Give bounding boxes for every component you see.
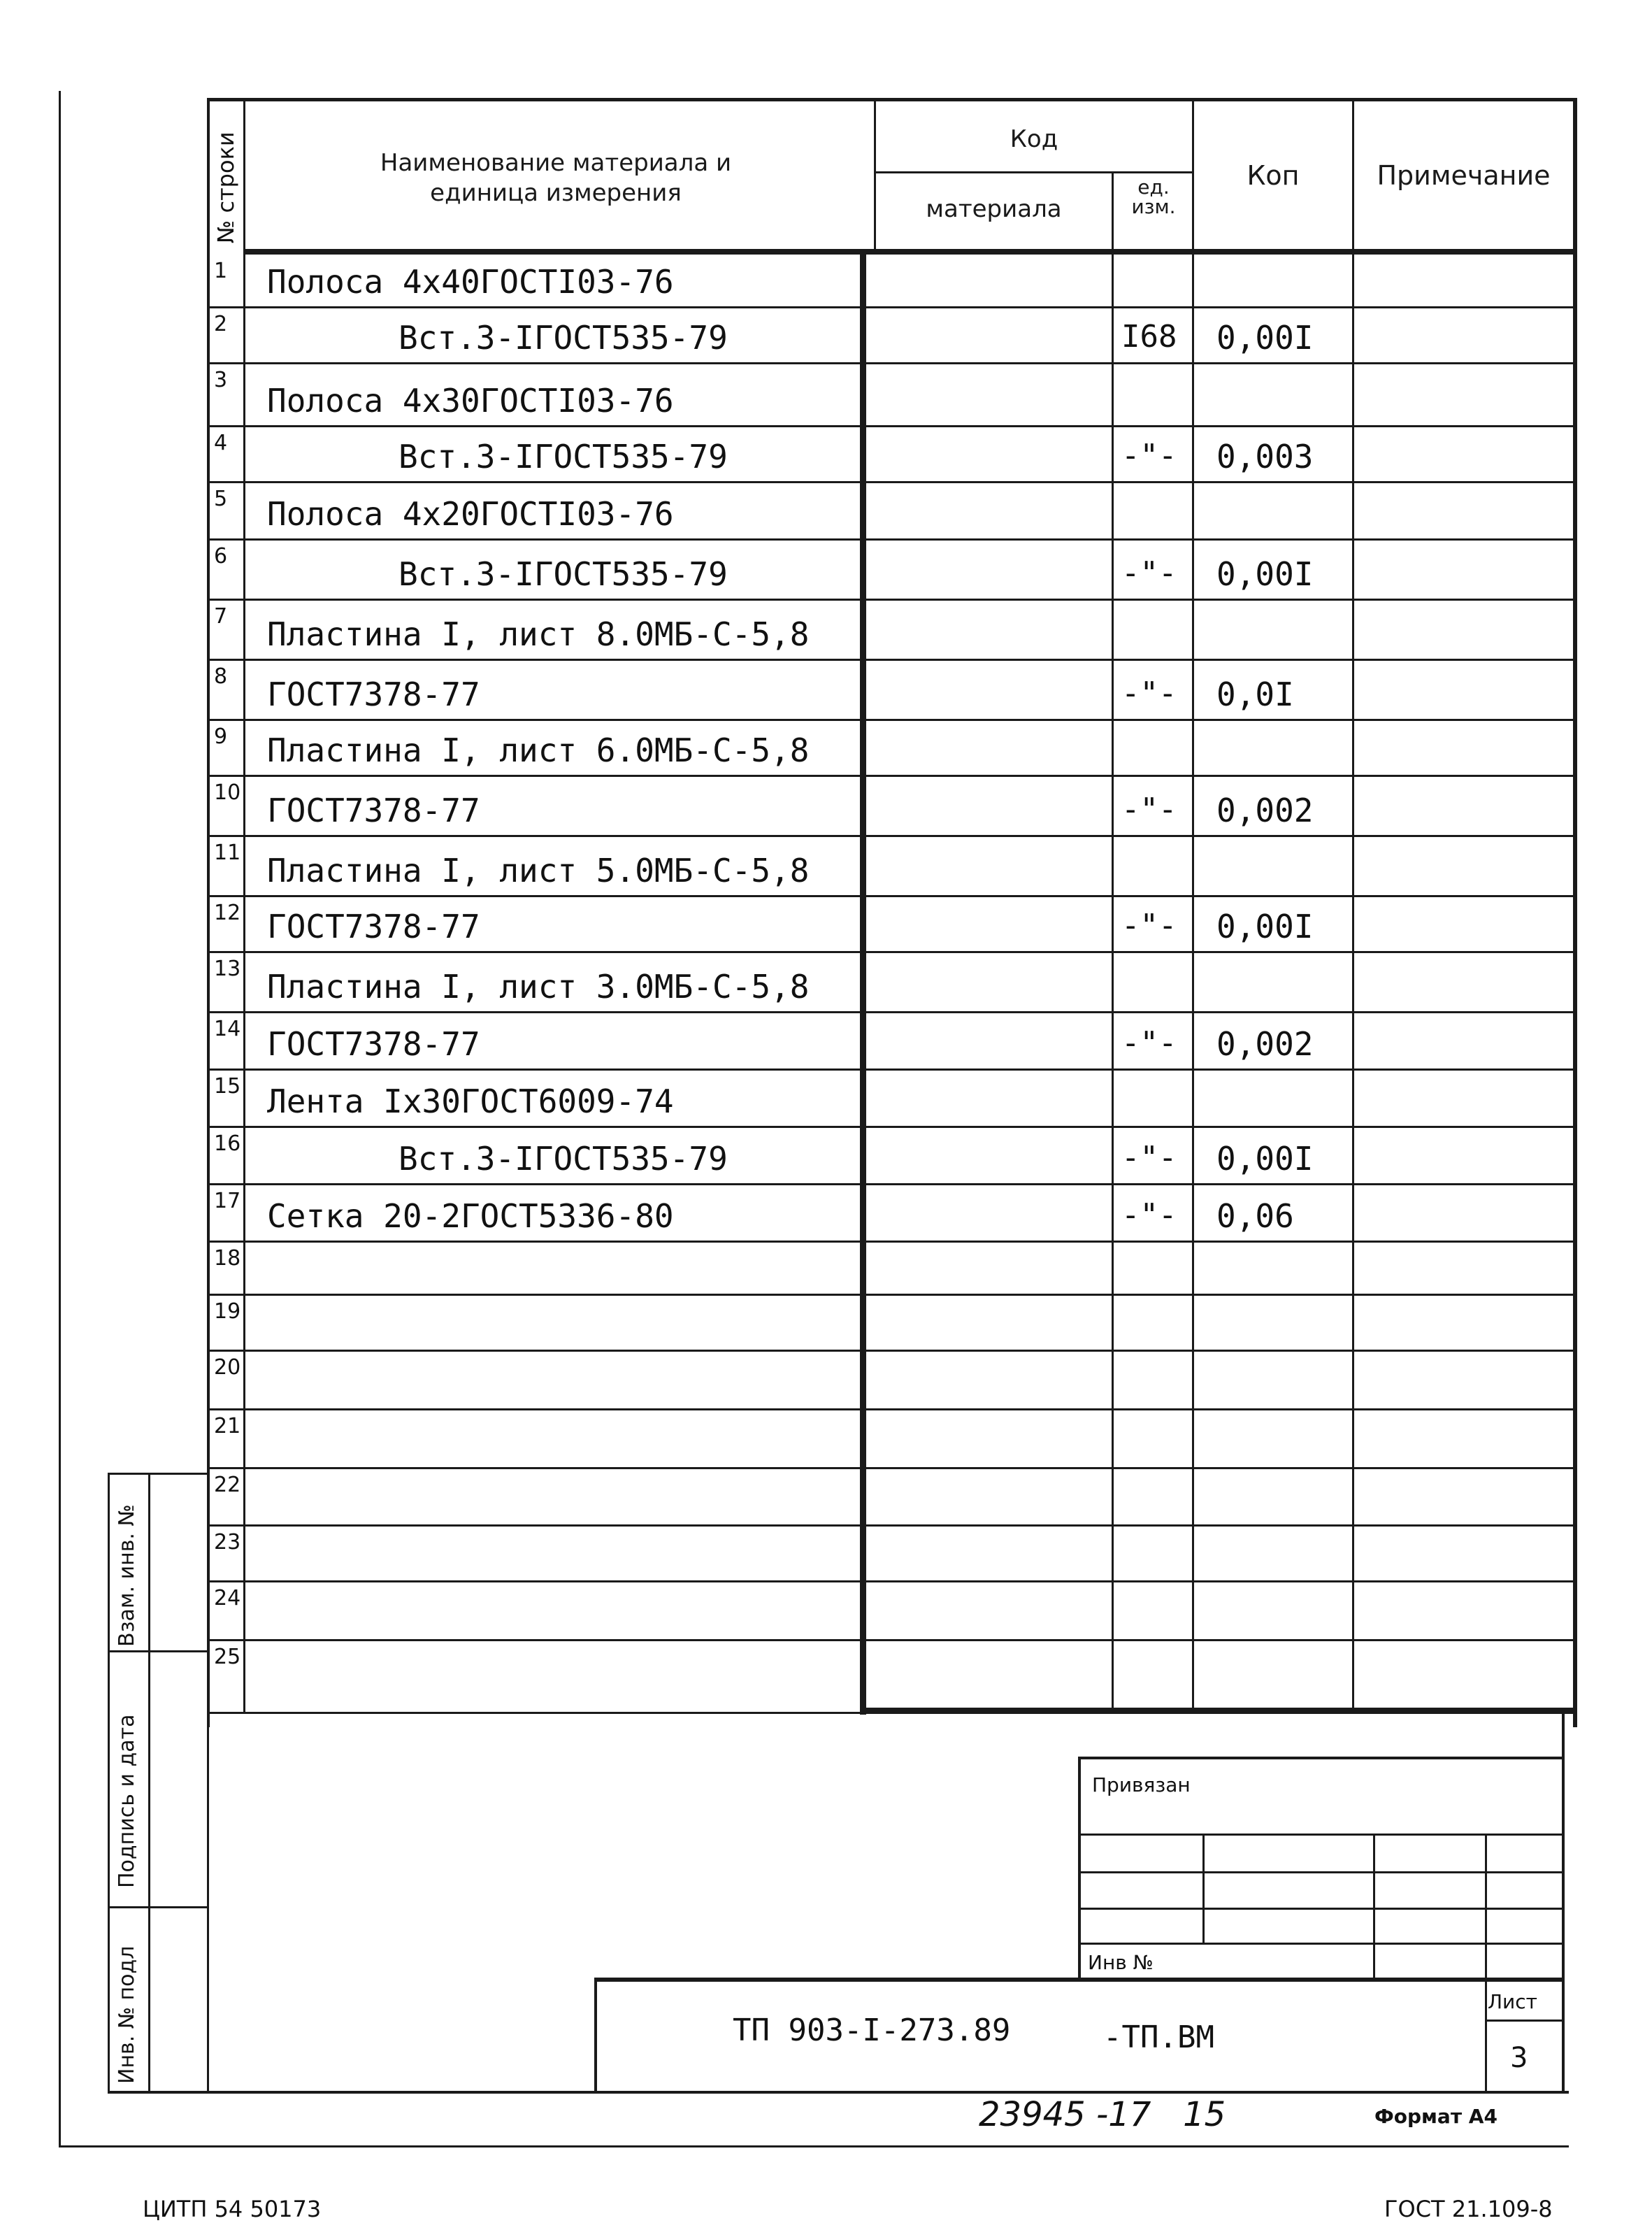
row-separator [210, 538, 1573, 541]
table-right-border [1573, 98, 1577, 1727]
row-number: 8 [214, 664, 228, 689]
format-label: Формат А4 [1374, 2105, 1497, 2128]
row-number: 7 [214, 604, 228, 629]
side-label-inv-podl: Инв. № подл [115, 1945, 139, 2084]
row-separator [210, 1467, 1573, 1469]
row-unit: I68 [1121, 319, 1177, 355]
row-name: Сетка 20-2ГОСТ5336-80 [267, 1197, 674, 1235]
row-unit: -"- [1121, 676, 1177, 711]
title-block-left [594, 1978, 597, 2092]
row-name: Полоса 4х40ГОСТI03-76 [267, 263, 674, 301]
row-number: 22 [214, 1473, 241, 1497]
row-separator [210, 1068, 1573, 1071]
row-unit: -"- [1121, 1197, 1177, 1233]
row-name: ГОСТ7378-77 [267, 1025, 480, 1063]
handwritten-number: 23945 -17 15 [979, 2095, 1226, 2134]
row-qty: 0,00I [1216, 319, 1314, 357]
row-separator [210, 362, 1573, 364]
row-qty: 0,0I [1216, 676, 1294, 713]
row-number: 24 [214, 1586, 241, 1610]
row-number: 9 [214, 724, 228, 749]
sheet-label: Лист [1488, 1990, 1537, 2013]
row-separator [210, 306, 1573, 308]
lower-frame-right [1562, 1713, 1565, 2092]
bottom-margin-line [59, 2145, 1569, 2147]
row-qty: 0,002 [1216, 792, 1314, 829]
row-name: Пластина I, лист 3.0МБ-С-5,8 [267, 968, 810, 1006]
header-code: Код [1010, 125, 1058, 153]
row-separator [210, 835, 1573, 837]
side-strip-divider [148, 1473, 150, 2092]
stamp-top [1080, 1757, 1563, 1759]
footer-right: ГОСТ 21.109-8 [1384, 2196, 1553, 2222]
row-separator [210, 1183, 1573, 1185]
row-qty: 0,003 [1216, 438, 1314, 476]
row-separator [210, 775, 1573, 777]
side-strip-top [108, 1473, 209, 1475]
header-name: Наименование материала и единица измерения [380, 149, 732, 207]
stamp-privyazan: Привязан [1092, 1773, 1191, 1796]
header-bottom-border [245, 249, 1577, 255]
stamp-grid-h4 [1080, 1943, 1563, 1945]
row-number: 14 [214, 1017, 241, 1041]
row-qty: 0,00I [1216, 1140, 1314, 1178]
row-name: Вст.3-IГОСТ535-79 [398, 319, 728, 357]
stamp-grid-h3 [1080, 1908, 1563, 1910]
sheet-number: 3 [1510, 2042, 1528, 2074]
row-unit: -"- [1121, 1140, 1177, 1175]
side-strip-sep-1 [108, 1650, 209, 1652]
row-number: 19 [214, 1299, 241, 1324]
row-number: 4 [214, 431, 228, 455]
row-separator [210, 1580, 1573, 1582]
doc-code: ТП 903-I-273.89 [733, 2013, 1011, 2048]
row-number: 2 [214, 312, 228, 336]
code-sub-line [874, 171, 1194, 173]
row-name: Пластина I, лист 6.0МБ-С-5,8 [267, 731, 810, 769]
row-separator [210, 1524, 1573, 1527]
row-separator [210, 1408, 1573, 1410]
row-number: 5 [214, 487, 228, 511]
row-number: 20 [214, 1355, 241, 1380]
sheet-sep [1485, 2020, 1563, 2022]
header-qty: Коп [1247, 160, 1300, 191]
stamp-grid-v1 [1202, 1834, 1205, 1944]
side-label-vzam: Взам. инв. № [115, 1504, 139, 1647]
row-number: 21 [214, 1414, 241, 1438]
row-number: 10 [214, 780, 241, 805]
stamp-inv-no: Инв № [1088, 1951, 1154, 1974]
row-number: 16 [214, 1131, 241, 1156]
doc-suffix: -ТП.ВМ [1103, 2020, 1214, 2055]
bold-frame-left [860, 249, 866, 1715]
row-name: Полоса 4х20ГОСТI03-76 [267, 495, 674, 533]
col-sep-unit [1112, 171, 1114, 1710]
header-material: материала [926, 195, 1062, 223]
row-name: Вст.3-IГОСТ535-79 [398, 1140, 728, 1178]
row-separator [210, 951, 1573, 953]
row-name: Полоса 4х30ГОСТI03-76 [267, 382, 674, 420]
stamp-grid-h2 [1080, 1871, 1563, 1873]
title-block-top [594, 1978, 1563, 1982]
row-number: 6 [214, 544, 228, 569]
row-separator [210, 1241, 1573, 1243]
row-number: 3 [214, 368, 228, 392]
row-name: Вст.3-IГОСТ535-79 [398, 438, 728, 476]
row-name: ГОСТ7378-77 [267, 676, 480, 713]
row-number: 18 [214, 1246, 241, 1271]
row-separator [210, 719, 1573, 721]
row-name: Пластина I, лист 5.0МБ-С-5,8 [267, 852, 810, 889]
row-separator [210, 659, 1573, 661]
row-number: 1 [214, 259, 228, 283]
footer-left: ЦИТП 54 50173 [143, 2196, 322, 2222]
row-unit: -"- [1121, 792, 1177, 827]
row-name: Вст.3-IГОСТ535-79 [398, 555, 728, 593]
row-separator [210, 1350, 1573, 1352]
side-strip-sep-2 [108, 1906, 209, 1908]
stamp-grid-h1 [1080, 1834, 1563, 1836]
row-qty: 0,06 [1216, 1197, 1294, 1235]
lower-frame-left [207, 1713, 209, 2091]
row-unit: -"- [1121, 438, 1177, 473]
stamp-grid-v2 [1373, 1834, 1375, 1979]
row-number: 13 [214, 957, 241, 981]
header-note: Примечание [1377, 160, 1551, 191]
col-sep-code [874, 98, 876, 252]
row-separator [210, 1294, 1573, 1296]
row-unit: -"- [1121, 908, 1177, 943]
row-separator [210, 425, 1573, 427]
side-label-podpis: Подпись и дата [115, 1714, 139, 1888]
row-unit: -"- [1121, 1025, 1177, 1061]
header-row-number: № строки [213, 131, 239, 243]
row-separator [210, 599, 1573, 601]
row-qty: 0,00I [1216, 555, 1314, 593]
side-strip-left [108, 1473, 110, 2092]
row-name: ГОСТ7378-77 [267, 908, 480, 945]
stamp-grid-v3 [1485, 1834, 1487, 2092]
row-number: 15 [214, 1074, 241, 1099]
row-number: 23 [214, 1530, 241, 1554]
row-name: ГОСТ7378-77 [267, 792, 480, 829]
left-margin-line [59, 91, 61, 2147]
row-qty: 0,002 [1216, 1025, 1314, 1063]
header-unit: ед. изм. [1131, 176, 1176, 218]
row-separator [210, 1712, 1573, 1714]
row-number: 25 [214, 1645, 241, 1669]
row-separator [210, 1011, 1573, 1013]
row-unit: -"- [1121, 555, 1177, 591]
table-top-border [207, 98, 1577, 101]
row-separator [210, 481, 1573, 483]
row-separator [210, 895, 1573, 897]
row-name: Пластина I, лист 8.0МБ-С-5,8 [267, 615, 810, 653]
side-strip-bottom [108, 2091, 1569, 2094]
row-separator [210, 1126, 1573, 1128]
row-number: 11 [214, 841, 241, 865]
row-number: 17 [214, 1189, 241, 1213]
row-qty: 0,00I [1216, 908, 1314, 945]
stamp-left [1078, 1757, 1081, 1979]
row-name: Лента Iх30ГОСТ6009-74 [267, 1082, 674, 1120]
row-number: 12 [214, 901, 241, 925]
row-separator [210, 1639, 1573, 1641]
